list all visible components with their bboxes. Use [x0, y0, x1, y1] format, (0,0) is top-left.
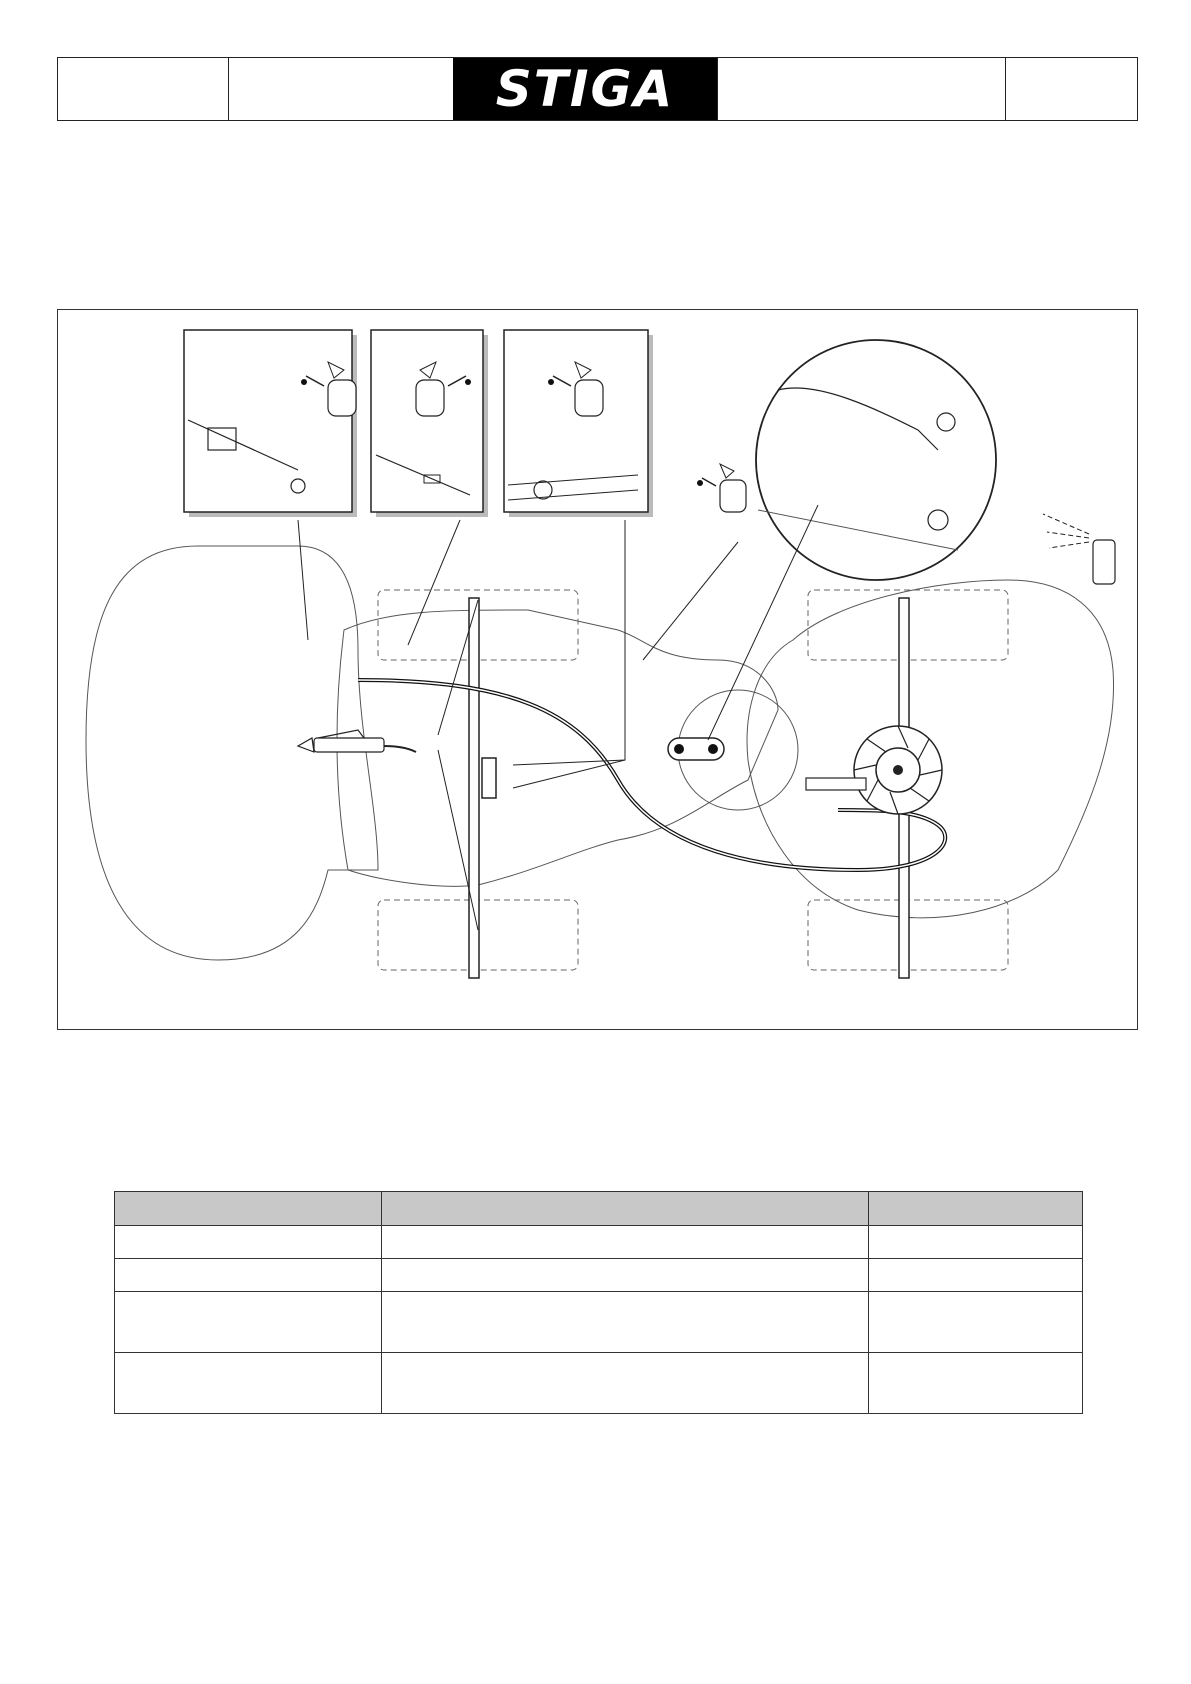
axle-bracket [482, 758, 496, 798]
table-row [115, 1259, 1083, 1292]
table-row [115, 1353, 1083, 1414]
spray-can-icon [1043, 514, 1115, 584]
table-cell [115, 1259, 382, 1292]
header-divider [717, 58, 718, 120]
table-header-cell [381, 1192, 868, 1226]
table-cell [381, 1259, 868, 1292]
table-cell [115, 1292, 382, 1353]
table-cell [868, 1292, 1082, 1353]
table-cell [868, 1353, 1082, 1414]
grease-gun-icon [298, 730, 416, 752]
table-cell [868, 1226, 1082, 1259]
table-cell [115, 1353, 382, 1414]
brand-logo [453, 58, 717, 120]
fan-wheel [806, 726, 942, 814]
table-cell [381, 1226, 868, 1259]
lubrication-diagram-art [58, 310, 1139, 1031]
magnified-detail [756, 340, 996, 580]
table-row [115, 1292, 1083, 1353]
table-header-row [115, 1192, 1083, 1226]
brand-logo-text: STIGA [495, 60, 675, 118]
table-header-cell [115, 1192, 382, 1226]
inset-cable-end [184, 330, 357, 517]
table-cell [381, 1353, 868, 1414]
header-divider [1005, 58, 1006, 120]
body-outline-left [86, 546, 378, 960]
page-header [57, 57, 1138, 121]
table-cell [381, 1292, 868, 1353]
maintenance-table [114, 1191, 1083, 1414]
tensioner-plate [668, 738, 724, 760]
rear-axle [469, 598, 479, 978]
table-cell [868, 1259, 1082, 1292]
table-cell [115, 1226, 382, 1259]
table-header-cell [868, 1192, 1082, 1226]
table-row [115, 1226, 1083, 1259]
inset-pivot-bearing [504, 330, 653, 517]
lubrication-diagram [57, 309, 1138, 1030]
oil-can-icon [697, 464, 746, 512]
header-divider [228, 58, 229, 120]
inset-throttle-cable [371, 330, 488, 517]
